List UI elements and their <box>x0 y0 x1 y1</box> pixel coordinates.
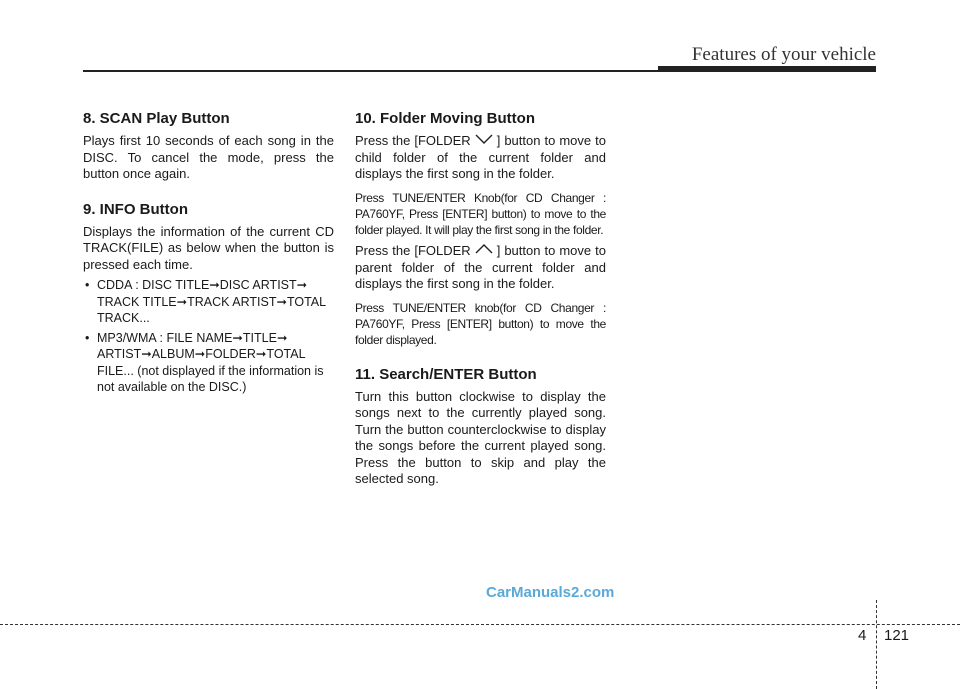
list-item-text: MP3/WMA : FILE NAME➞TITLE➞ ARTIST➞ALBUM➞FOLDER➞TOTAL FILE... (not displayed if the information is not available on the DISC.) <box>97 330 324 394</box>
chevron-down-icon <box>474 133 494 150</box>
section-10-para-4: Press TUNE/ENTER knob(for CD Changer : PA760YF, Press [ENTER] button) to move the folder displayed. <box>355 300 606 347</box>
header-title: Features of your vehicle <box>691 44 876 65</box>
header-rule-thick <box>658 66 876 72</box>
section-10-para-3 <box>355 243 606 293</box>
section-8-heading: 8. SCAN Play Button <box>83 110 230 127</box>
para-3-tail: ] button to move to parent folder of the current folder and displays the first song in the folder. <box>355 242 606 292</box>
chevron-up-icon <box>474 243 494 260</box>
watermark-text: CarManuals2.com <box>486 584 615 601</box>
section-10-para-1 <box>355 133 606 183</box>
list-item: • CDDA : DISC TITLE➞DISC ARTIST➞ TRACK TITLE➞TRACK ARTIST➞TOTAL TRACK... <box>85 278 326 325</box>
section-9-heading: 9. INFO Button <box>83 200 188 218</box>
list-item-text: CDDA : DISC TITLE➞DISC ARTIST➞ TRACK TITLE➞TRACK ARTIST➞TOTAL TRACK... <box>97 278 326 325</box>
info-list <box>83 277 334 396</box>
footer-vertical-dash <box>876 600 877 689</box>
para-1-lead: Press the [FOLDER <box>355 133 471 148</box>
column-left <box>83 110 334 399</box>
para-3-lead: Press the [FOLDER <box>355 242 471 258</box>
section-10-heading: 10. Folder Moving Button <box>355 110 535 127</box>
section-10-para-2: Press TUNE/ENTER Knob(for CD Changer : PA760YF, Press [ENTER] button) to move to the folder played. It will play the first song in the folder. <box>355 190 606 237</box>
para-1-tail: ] button to move to child folder of the current folder and displays the first song in the folder. <box>355 133 606 182</box>
section-8-body: Plays first 10 seconds of each song in the DISC. To cancel the mode, press the button once again. <box>83 133 334 181</box>
page-number: 121 <box>884 627 910 644</box>
section-11-heading: 11. Search/ENTER Button <box>355 365 537 383</box>
column-right <box>355 110 606 488</box>
chapter-number: 4 <box>858 627 867 644</box>
section-11-body: Turn this button clockwise to display the songs next to the currently played song. Turn the button counterclockwise to display the songs before the current played song. Press the button to skip and play the selected song. <box>355 388 606 487</box>
header-rule-thin <box>83 70 663 72</box>
footer-dashed-line <box>0 624 960 625</box>
section-9-body: Displays the information of the current CD TRACK(FILE) as below when the button is pressed each time. <box>83 223 334 272</box>
list-item: • MP3/WMA : FILE NAME➞TITLE➞ ARTIST➞ALBUM➞FOLDER➞TOTAL FILE... (not displayed if the information is not available on the DISC.) <box>85 330 324 394</box>
